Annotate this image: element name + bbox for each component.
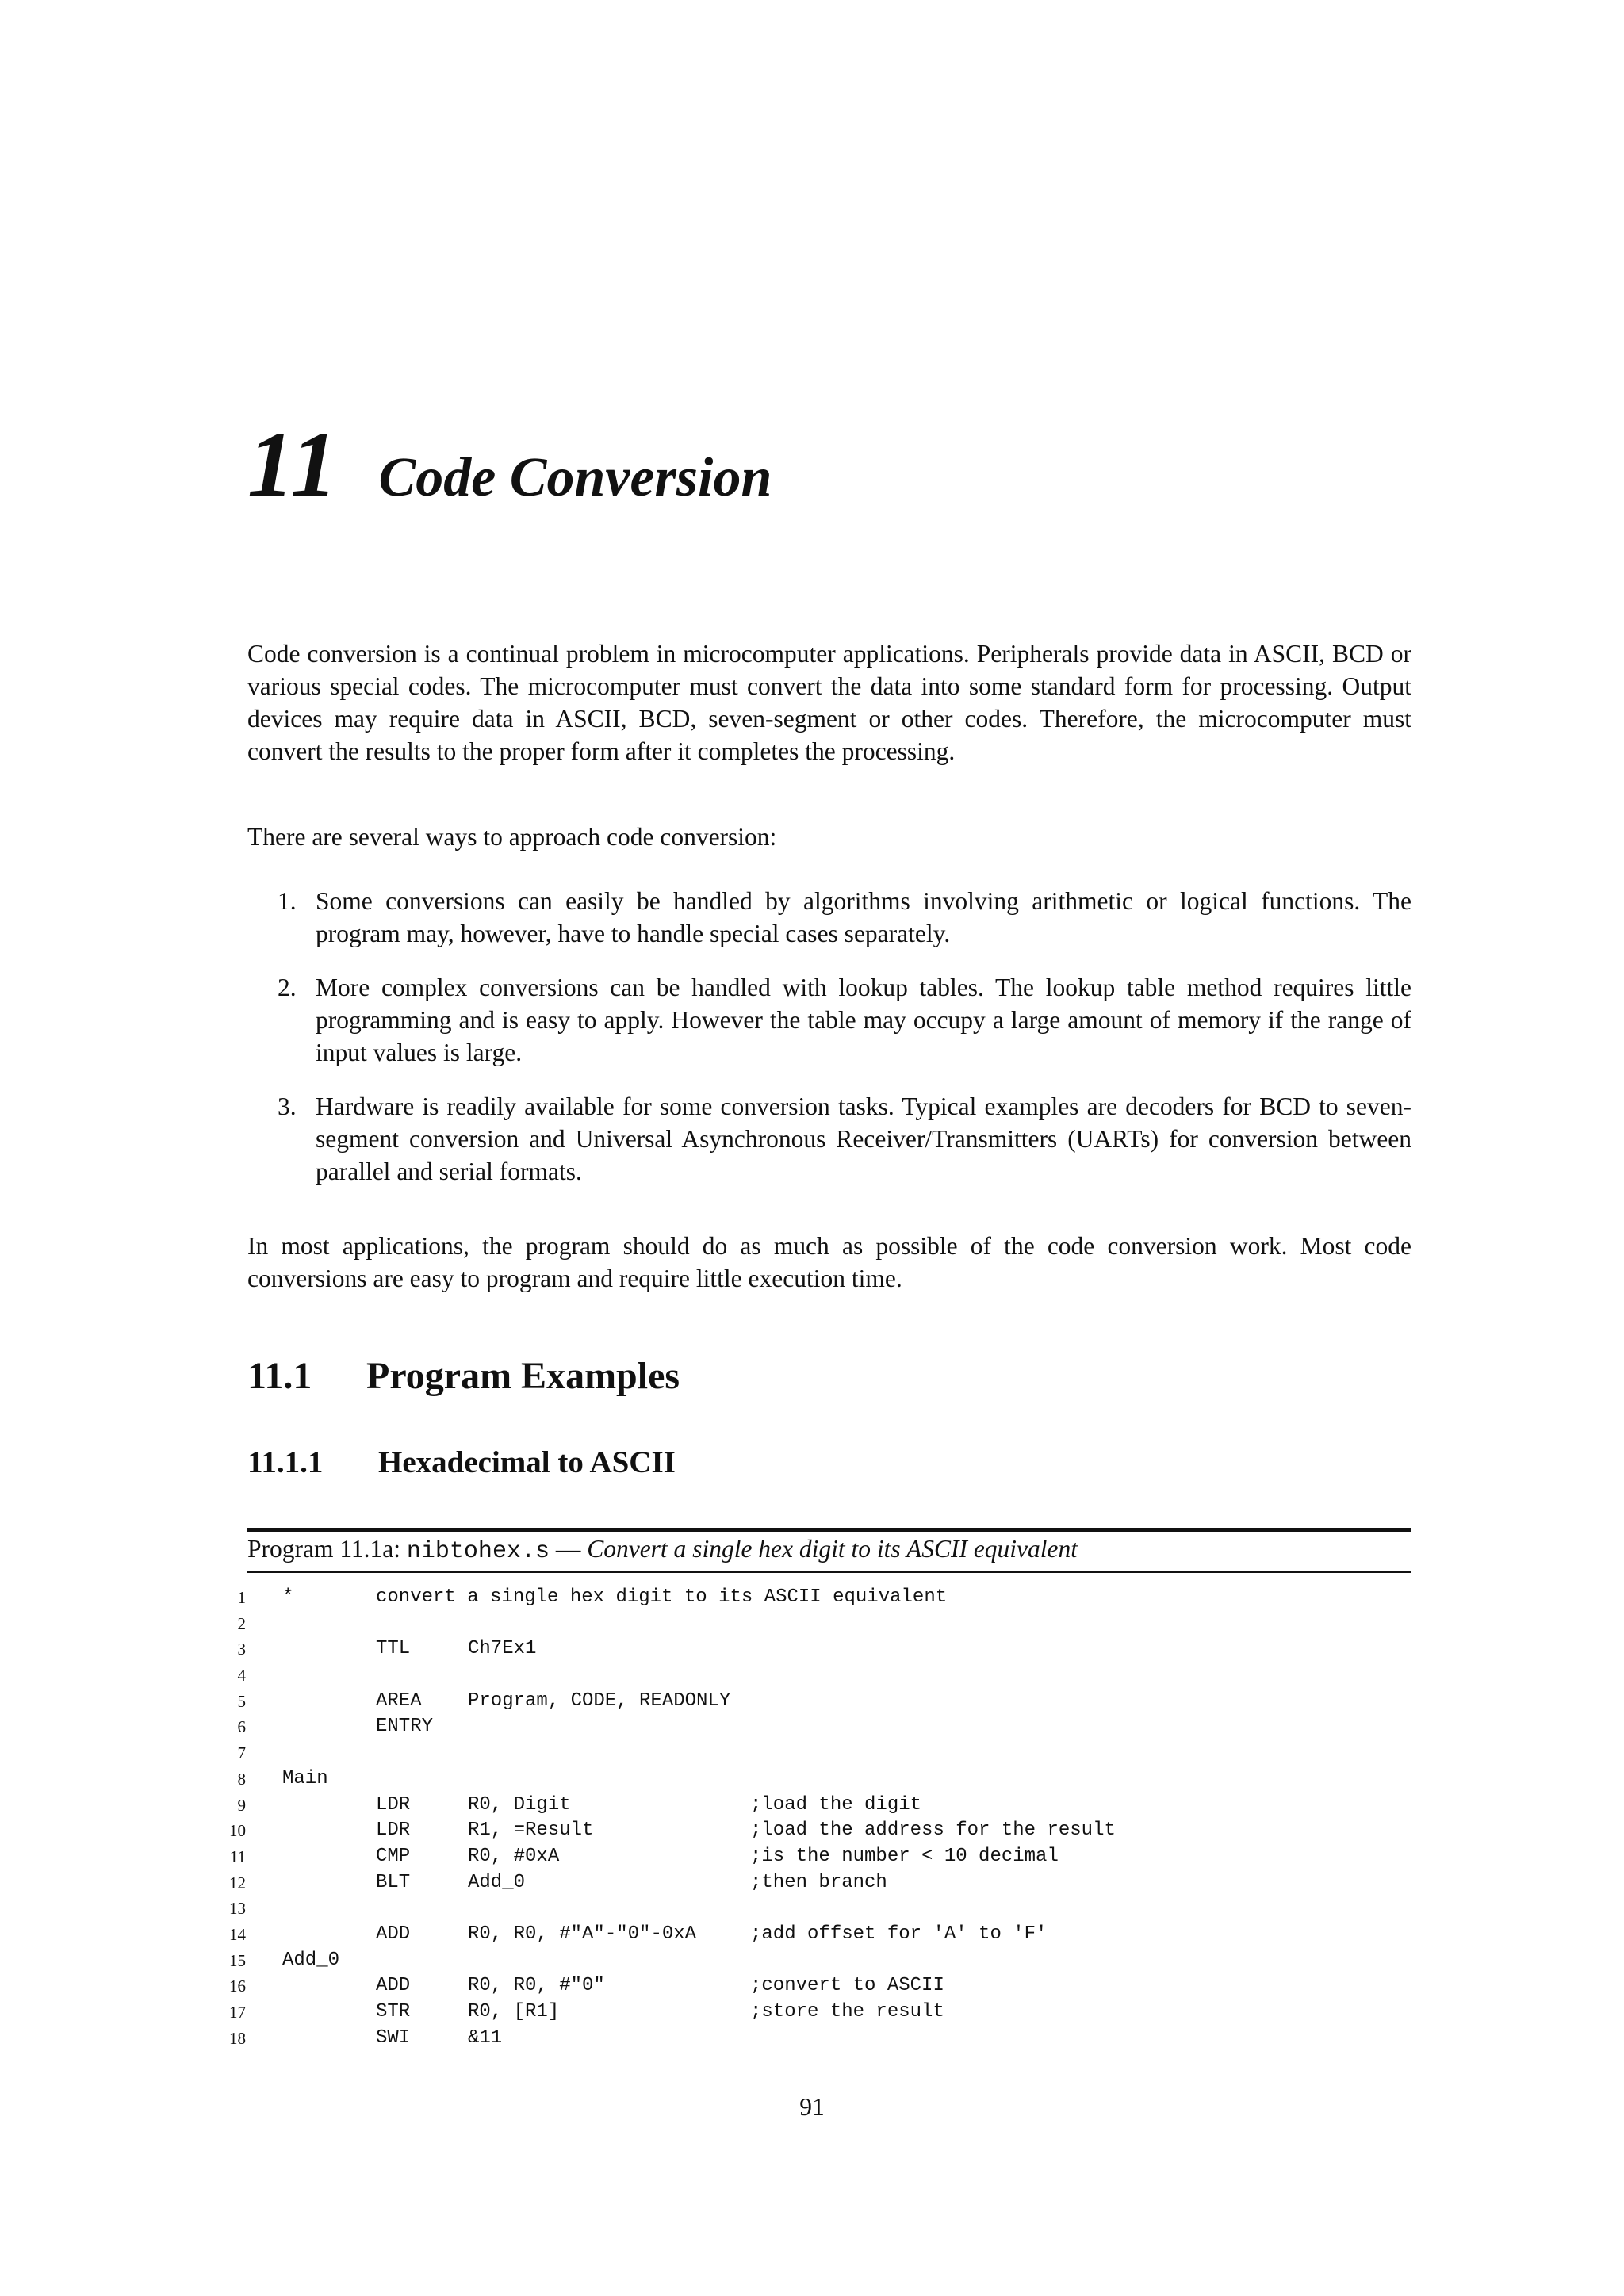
code-args: R1, =Result (468, 1820, 594, 1842)
line-number: 12 (229, 1873, 246, 1892)
code-comment: ;add offset for 'A' to 'F' (750, 1923, 1048, 1945)
list-item-number: 3. (278, 1093, 297, 1120)
program-top-rule (247, 1528, 1411, 1532)
line-number: 15 (229, 1950, 246, 1970)
code-comment: ;store the result (750, 2001, 944, 2022)
code-comment: ;load the digit (750, 1793, 922, 1816)
line-number: 2 (237, 1613, 246, 1633)
code-op: BLT (376, 1871, 411, 1893)
code-label: Add_0 (282, 1949, 340, 1971)
section-title: Program Examples (366, 1355, 680, 1397)
code-args: R0, Digit (468, 1793, 571, 1816)
program-filename: nibtohex.s (406, 1538, 550, 1565)
code-op: convert a single hex digit to its ASCII equivalent (376, 1586, 948, 1608)
code-op: LDR (376, 1820, 411, 1842)
code-comment: ;then branch (750, 1871, 887, 1893)
code-op: AREA (376, 1689, 422, 1712)
section-number: 11.1 (247, 1355, 312, 1397)
code-op: TTL (376, 1638, 411, 1660)
code-args: Ch7Ex1 (468, 1638, 537, 1660)
line-number: 8 (237, 1769, 246, 1789)
program-caption (247, 1535, 1078, 1565)
line-number: 6 (237, 1717, 246, 1737)
line-number: 5 (237, 1691, 246, 1711)
code-op: ADD (376, 1975, 411, 1997)
approaches-list (247, 885, 1411, 1209)
chapter-number: 11 (247, 412, 339, 516)
chapter-heading (247, 411, 772, 519)
page-number: 91 (799, 2093, 825, 2121)
code-op: ENTRY (376, 1716, 434, 1738)
ways-text: There are several ways to approach code conversion: (247, 823, 777, 851)
section-heading (247, 1354, 680, 1398)
list-item-text: More complex conversions can be handled with lookup tables. The lookup table method requires little programming and is easy to apply. However the table may occupy a large amount of memory if the range of input values is large. (316, 974, 1411, 1066)
list-item-text: Hardware is readily available for some conversion tasks. Typical examples are decoders for BCD to seven-segment conversion and Universal Asynchronous Receiver/Transmitters (UARTs) for conversion between parallel and serial formats. (316, 1093, 1411, 1185)
program-dash: — (555, 1535, 581, 1563)
ways-paragraph (247, 821, 1411, 853)
line-number: 17 (229, 2003, 246, 2022)
code-args: R0, [R1] (468, 2001, 560, 2022)
subsection-heading (247, 1445, 676, 1480)
code-args: &11 (468, 2026, 503, 2049)
program-label: Program 11.1a: (247, 1535, 401, 1563)
program-description: Convert a single hex digit to its ASCII equivalent (587, 1535, 1078, 1563)
list-item-number: 1. (278, 887, 297, 915)
code-op: STR (376, 2001, 411, 2022)
code-op: CMP (376, 1845, 411, 1867)
list-item (247, 1090, 1411, 1188)
line-number: 10 (229, 1821, 246, 1841)
line-number: 4 (237, 1666, 246, 1686)
line-number: 18 (229, 2028, 246, 2048)
code-args: Add_0 (468, 1871, 526, 1893)
list-item-text: Some conversions can easily be handled by algorithms involving arithmetic or logical functions. The program may, however, have to handle special cases separately. (316, 887, 1411, 947)
line-number: 11 (229, 1846, 246, 1866)
code-comment: ;is the number < 10 decimal (750, 1845, 1059, 1867)
code-comment: ;load the address for the result (750, 1820, 1116, 1842)
code-args: R0, R0, #"0" (468, 1975, 605, 1997)
closing-paragraph (247, 1230, 1411, 1295)
code-op: SWI (376, 2026, 411, 2049)
code-args: R0, R0, #"A"-"0"-0xA (468, 1923, 697, 1945)
line-number: 9 (237, 1795, 246, 1815)
closing-text: In most applications, the program should do as much as possible of the code conversion work. Most code conversions are easy to program and require little execution time. (247, 1232, 1411, 1292)
intro-paragraph (247, 637, 1411, 767)
line-number: 7 (237, 1743, 246, 1763)
list-item (247, 971, 1411, 1069)
code-args: R0, #0xA (468, 1845, 560, 1867)
code-comment: ;convert to ASCII (750, 1975, 944, 1997)
code-op: ADD (376, 1923, 411, 1945)
line-number: 1 (237, 1588, 246, 1607)
program-caption-rule (247, 1571, 1411, 1573)
code-label: * (282, 1586, 294, 1608)
line-number: 14 (229, 1924, 246, 1944)
intro-text: Code conversion is a continual problem in microcomputer applications. Peripherals provide data in ASCII, BCD or various special codes. The microcomputer must convert the data into some standard form for processing. Output devices may require data in ASCII, BCD, seven-segment or other codes. Therefore, the microcomputer must convert the results to the proper form after it completes the processing. (247, 640, 1411, 765)
code-label: Main (282, 1767, 328, 1789)
line-number: 13 (229, 1899, 246, 1919)
line-number: 16 (229, 1976, 246, 1996)
list-item (247, 885, 1411, 950)
chapter-title: Code Conversion (378, 447, 772, 508)
subsection-title: Hexadecimal to ASCII (378, 1445, 676, 1479)
subsection-number: 11.1.1 (247, 1445, 324, 1479)
list-item-number: 2. (278, 974, 297, 1001)
code-op: LDR (376, 1793, 411, 1816)
line-number: 3 (237, 1640, 246, 1659)
code-args: Program, CODE, READONLY (468, 1689, 731, 1712)
